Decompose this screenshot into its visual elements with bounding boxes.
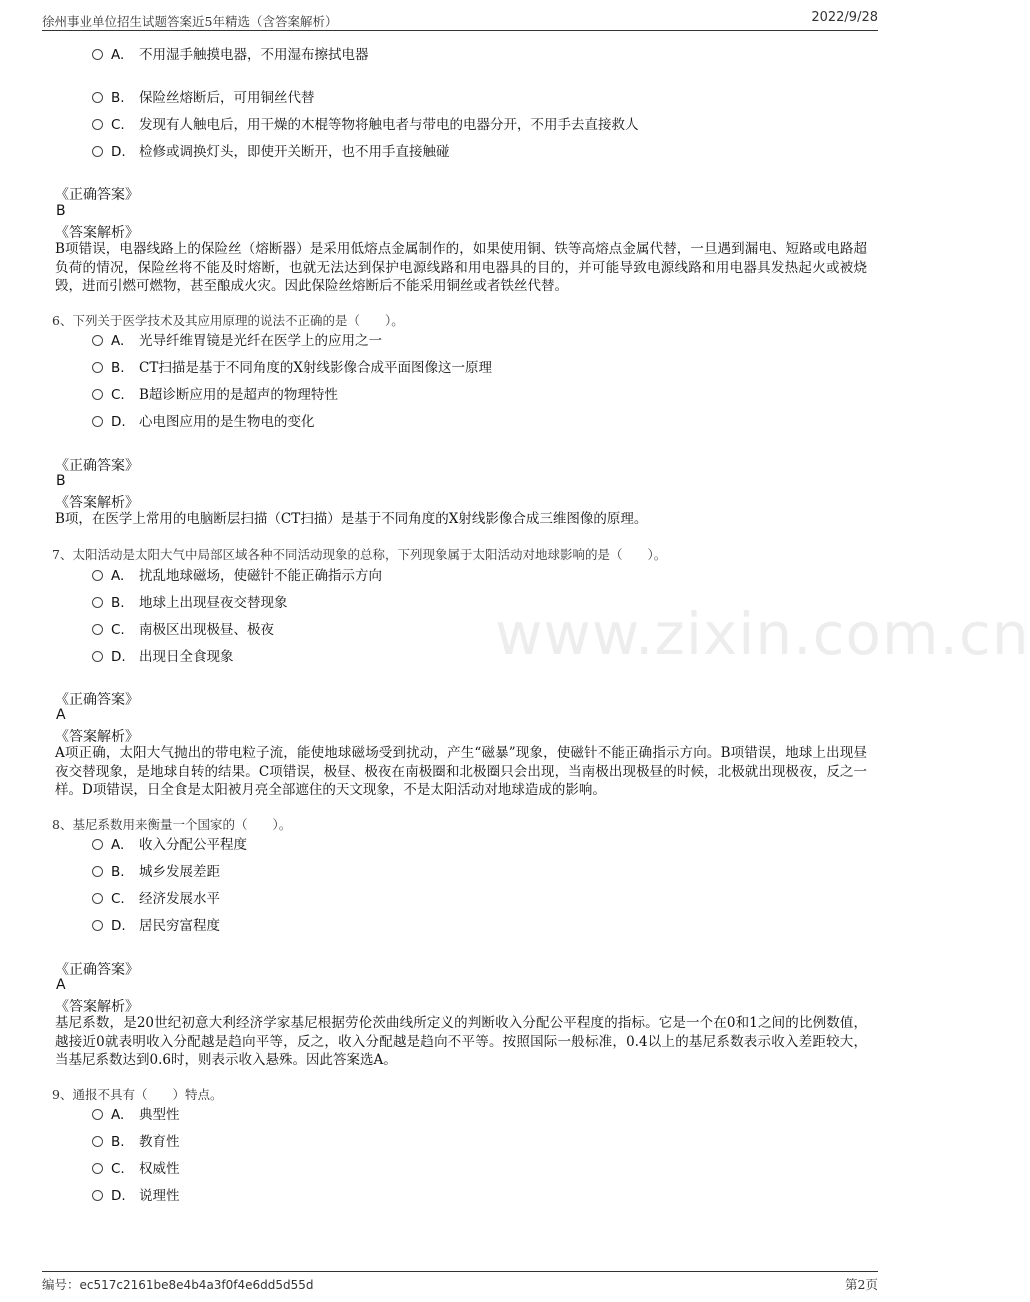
correct-answer: A <box>56 707 66 723</box>
correct-answer: A <box>56 977 66 993</box>
option-row[interactable]: D. 心电图应用的是生物电的变化 <box>92 413 315 431</box>
option-row[interactable]: B. 地球上出现昼夜交替现象 <box>92 594 288 612</box>
option-row[interactable]: C. 发现有人触电后，用干燥的木棍等物将触电者与带电的电器分开，不用手去直接救人 <box>92 116 639 134</box>
question-text: 6、下列关于医学技术及其应用原理的说法不正确的是（ ）。 <box>52 313 404 328</box>
option-text: 地球上出现昼夜交替现象 <box>139 595 288 611</box>
option-text: 保险丝熔断后，可用铜丝代替 <box>139 90 315 106</box>
option-row[interactable]: A. 扰乱地球磁场，使磁针不能正确指示方向 <box>92 567 382 585</box>
option-row[interactable]: C. 权威性 <box>92 1160 180 1178</box>
analysis-text: 基尼系数，是20世纪初意大利经济学家基尼根据劳伦茨曲线所定义的判断收入分配公平程度的指标。它是一个在0和1之间的比例数值，越接近0就表明收入分配越是趋向平等，反之，收入分配越是趋向不平等。按照国际一般标准，0.4以上的基尼系数表示收入差距较大，当基尼系数达到0.6时，则表示收入悬殊。因此答案选A。 <box>55 1015 867 1068</box>
answer-label: 《正确答案》 <box>55 692 139 708</box>
radio-icon[interactable] <box>92 651 103 662</box>
document-date: 2022/9/28 <box>811 10 878 25</box>
question-text: 7、太阳活动是太阳大气中局部区域各种不同活动现象的总称，下列现象属于太阳活动对地球影响的是（ ）。 <box>52 547 667 562</box>
radio-icon[interactable] <box>92 839 103 850</box>
option-text: 不用湿手触摸电器，不用湿布擦拭电器 <box>139 47 369 63</box>
radio-icon[interactable] <box>92 362 103 373</box>
option-row[interactable]: B. 教育性 <box>92 1133 180 1151</box>
analysis-text: B项错误，电器线路上的保险丝（熔断器）是采用低熔点金属制作的，如果使用铜、铁等高熔点金属代替，一旦遇到漏电、短路或电路超负荷的情况，保险丝将不能及时熔断，也就无法达到保护电源线路和用电器具的目的，并可能导致电源线路和用电器具发热起火或被烧毁，进而引燃可燃物，甚至酿成火灾。因此保险丝熔断后不能采用铜丝或者铁丝代替。 <box>55 241 867 294</box>
answer-label: 《正确答案》 <box>55 187 139 203</box>
analysis-text: B项，在医学上常用的电脑断层扫描（CT扫描）是基于不同角度的X射线影像合成三维图像的原理。 <box>55 511 648 527</box>
option-text: 经济发展水平 <box>139 891 220 907</box>
radio-icon[interactable] <box>92 1163 103 1174</box>
option-row[interactable]: D. 检修或调换灯头，即使开关断开，也不用手直接触碰 <box>92 143 450 161</box>
radio-icon[interactable] <box>92 146 103 157</box>
option-row[interactable]: B. 保险丝熔断后，可用铜丝代替 <box>92 89 315 107</box>
page-footer <box>42 1271 878 1294</box>
analysis-text: A项正确，太阳大气抛出的带电粒子流，能使地球磁场受到扰动，产生“磁暴”现象，使磁针不能正确指示方向。B项错误，地球上出现昼夜交替现象，是地球自转的结果。C项错误，极昼、极夜在南极圈和北极圈只会出现，当南极出现极昼的时候，北极就出现极夜，反之一样。D项错误，日全食是太阳被月亮全部遮住的天文现象，不是太阳活动对地球造成的影响。 <box>55 745 867 798</box>
radio-icon[interactable] <box>92 624 103 635</box>
radio-icon[interactable] <box>92 570 103 581</box>
option-row[interactable]: C. 南极区出现极昼、极夜 <box>92 621 274 639</box>
question-text: 8、基尼系数用来衡量一个国家的（ ）。 <box>52 817 292 832</box>
correct-answer: B <box>56 203 66 219</box>
option-text: 出现日全食现象 <box>139 649 234 665</box>
option-text: 说理性 <box>139 1188 180 1204</box>
radio-icon[interactable] <box>92 92 103 103</box>
correct-answer: B <box>56 473 66 489</box>
option-text: 检修或调换灯头，即使开关断开，也不用手直接触碰 <box>139 144 450 160</box>
option-text: 典型性 <box>139 1107 180 1123</box>
option-row[interactable]: A. 光导纤维胃镜是光纤在医学上的应用之一 <box>92 332 382 350</box>
radio-icon[interactable] <box>92 1136 103 1147</box>
option-text: 权威性 <box>139 1161 180 1177</box>
option-text: 居民穷富程度 <box>139 918 220 934</box>
radio-icon[interactable] <box>92 389 103 400</box>
page-header <box>42 10 878 31</box>
question-text: 9、通报不具有（ ）特点。 <box>52 1087 223 1102</box>
option-row[interactable]: C. B超诊断应用的是超声的物理特性 <box>92 386 338 404</box>
document-title: 徐州事业单位招生试题答案近5年精选（含答案解析） <box>42 14 338 29</box>
answer-label: 《正确答案》 <box>55 458 139 474</box>
option-text: 心电图应用的是生物电的变化 <box>139 414 315 430</box>
option-text: 收入分配公平程度 <box>139 837 247 853</box>
option-row[interactable]: D. 出现日全食现象 <box>92 648 234 666</box>
radio-icon[interactable] <box>92 597 103 608</box>
analysis-label: 《答案解析》 <box>55 225 139 241</box>
option-text: 教育性 <box>139 1134 180 1150</box>
option-text: 发现有人触电后，用干燥的木棍等物将触电者与带电的电器分开，不用手去直接救人 <box>139 117 639 133</box>
option-text: B超诊断应用的是超声的物理特性 <box>139 387 338 403</box>
radio-icon[interactable] <box>92 119 103 130</box>
analysis-label: 《答案解析》 <box>55 495 139 511</box>
radio-icon[interactable] <box>92 1109 103 1120</box>
radio-icon[interactable] <box>92 335 103 346</box>
option-row[interactable]: A. 典型性 <box>92 1106 180 1124</box>
radio-icon[interactable] <box>92 416 103 427</box>
option-row[interactable]: C. 经济发展水平 <box>92 890 220 908</box>
option-text: 光导纤维胃镜是光纤在医学上的应用之一 <box>139 333 382 349</box>
option-row[interactable]: D. 说理性 <box>92 1187 180 1205</box>
radio-icon[interactable] <box>92 49 103 60</box>
option-text: CT扫描是基于不同角度的X射线影像合成平面图像这一原理 <box>139 360 492 376</box>
radio-icon[interactable] <box>92 866 103 877</box>
option-text: 南极区出现极昼、极夜 <box>139 622 274 638</box>
option-text: 城乡发展差距 <box>139 864 220 880</box>
radio-icon[interactable] <box>92 920 103 931</box>
option-row[interactable]: B. CT扫描是基于不同角度的X射线影像合成平面图像这一原理 <box>92 359 492 377</box>
radio-icon[interactable] <box>92 893 103 904</box>
option-row[interactable]: A. 收入分配公平程度 <box>92 836 247 854</box>
answer-label: 《正确答案》 <box>55 962 139 978</box>
option-row[interactable]: A. 不用湿手触摸电器，不用湿布擦拭电器 <box>92 46 369 64</box>
page-number: 第2页 <box>845 1277 878 1292</box>
radio-icon[interactable] <box>92 1190 103 1201</box>
analysis-label: 《答案解析》 <box>55 729 139 745</box>
option-row[interactable]: D. 居民穷富程度 <box>92 917 220 935</box>
document-code: 编号：ec517c2161be8e4b4a3f0f4e6dd5d55d <box>42 1277 314 1292</box>
option-text: 扰乱地球磁场，使磁针不能正确指示方向 <box>139 568 382 584</box>
option-row[interactable]: B. 城乡发展差距 <box>92 863 220 881</box>
analysis-label: 《答案解析》 <box>55 999 139 1015</box>
watermark: www.zixin.com.cn <box>495 600 1030 668</box>
